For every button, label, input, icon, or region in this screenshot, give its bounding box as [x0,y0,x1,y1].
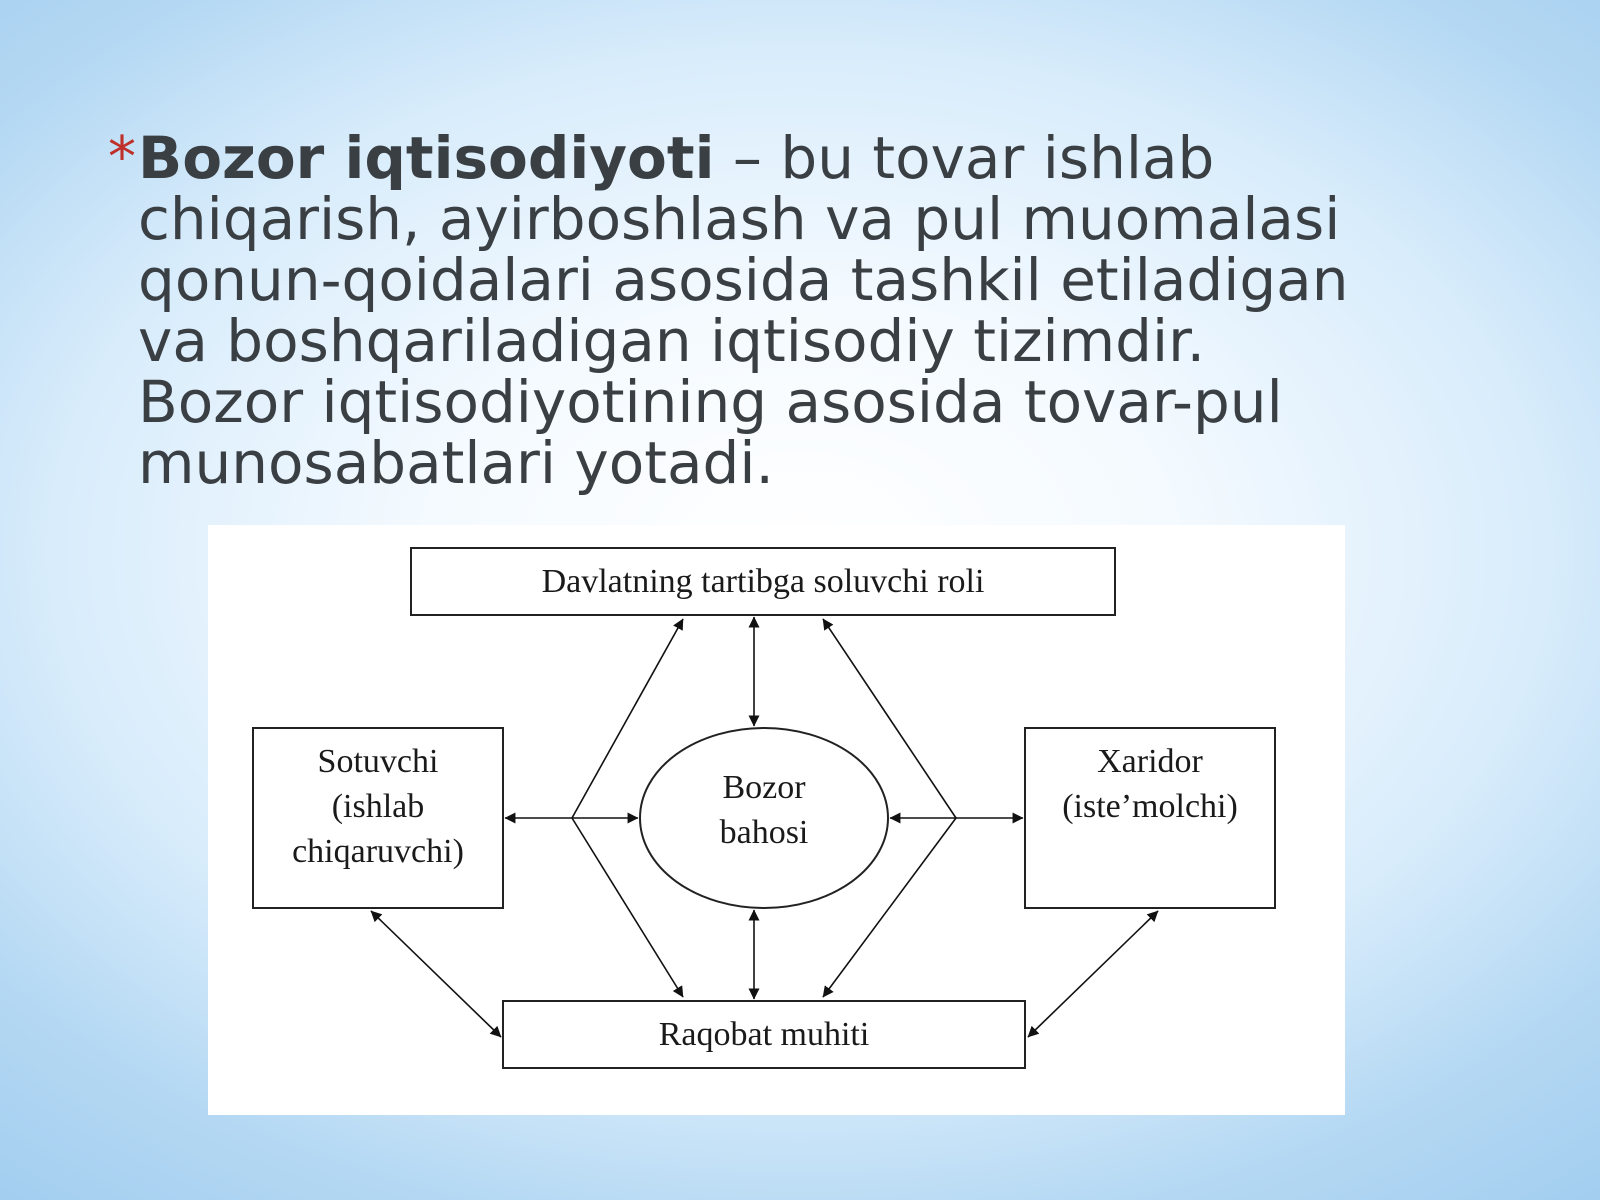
left-box-line-1: Sotuvchi [317,743,439,780]
left-box-line-2: (ishlab [331,788,425,825]
bottom-box-label: Raqobat muhiti [658,1016,870,1053]
top-box-label: Davlatning tartibga soluvchi roli [541,563,985,600]
term-bozor-iqtisodiyoti: Bozor iqtisodiyoti [138,124,715,192]
definition-paragraph [108,124,1408,497]
definition-line-2: chiqarish, ayirboshlash va pul muomalasi [138,185,1341,253]
definition-line-1: – bu tovar ishlab [714,124,1215,192]
oval-line-2: bahosi [719,814,809,851]
left-box-line-3: chiqaruvchi) [292,833,464,870]
definition-line-6: munosabatlari yotadi. [138,429,774,497]
definition-line-4: va boshqariladigan iqtisodiy tizimdir. [138,307,1206,375]
definition-line-5: Bozor iqtisodiyotining asosida tovar-pul [138,368,1283,436]
definition-line-3: qonun-qoidalari asosida tashkil etiladigan [138,246,1349,314]
right-box-line-1: Xaridor [1097,743,1203,780]
arrow-seller-competition [371,911,501,1037]
oval-line-1: Bozor [722,769,806,806]
right-box-line-2: (iste’molchi) [1062,788,1238,825]
market-economy-diagram [208,525,1345,1115]
bullet-asterisk-icon: * [108,125,136,190]
arrow-buyer-competition [1028,911,1158,1037]
